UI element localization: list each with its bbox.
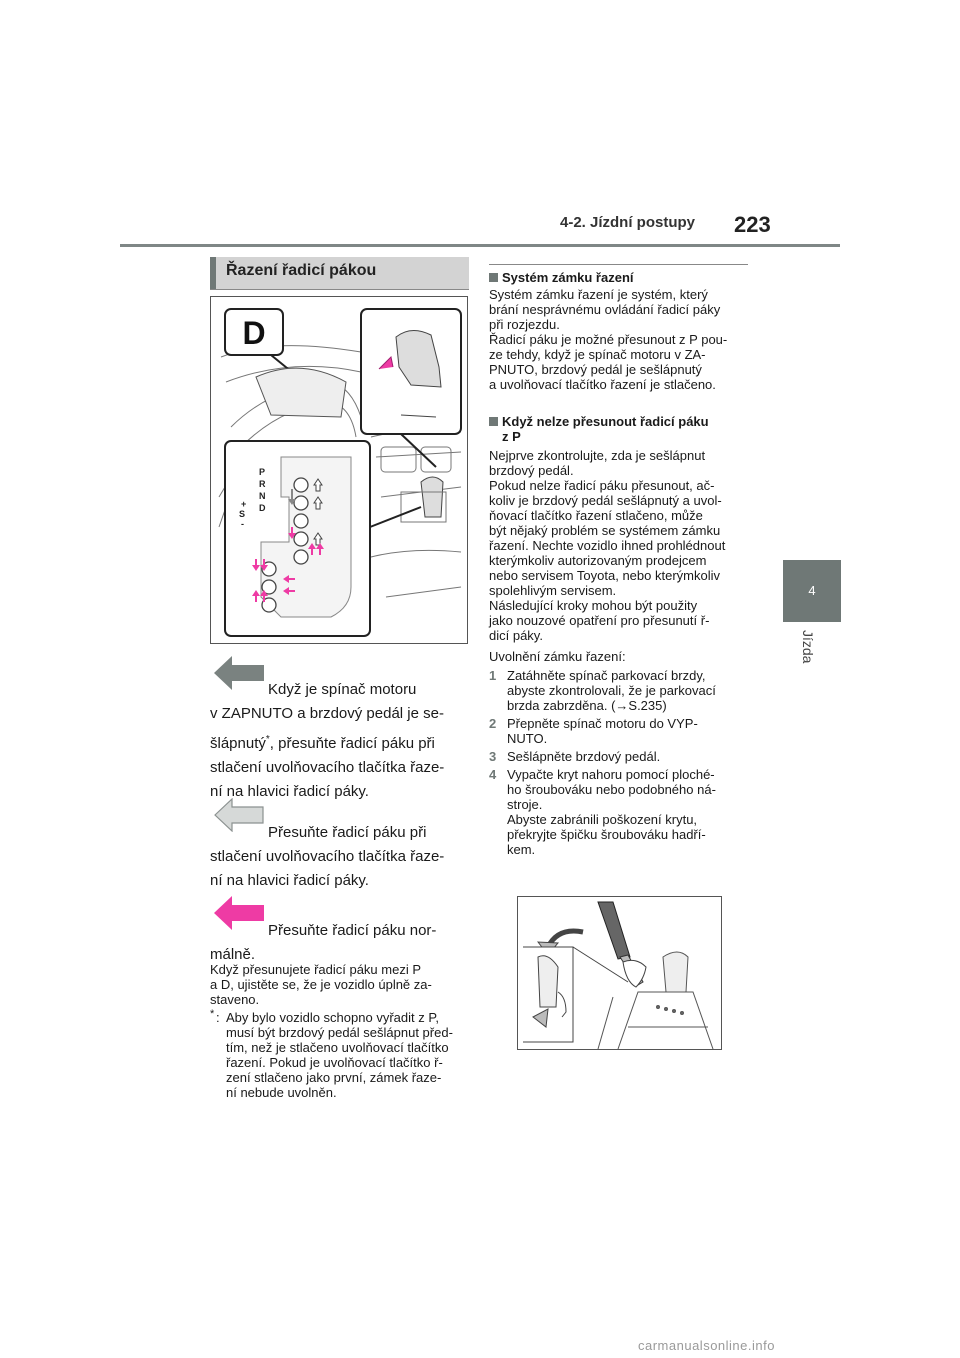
step-4-line-4: Abyste zabránili poškození krytu, <box>507 812 698 827</box>
step-4-line-3: stroje. <box>507 797 543 812</box>
footnote-mark: * <box>210 1008 215 1020</box>
section-title: Řazení řadicí pákou <box>226 262 377 279</box>
legend-1-line-2: v ZAPNUTO a brzdový pedál je se- <box>210 705 444 722</box>
legend-1-line-4: stlačení uvolňovacího tlačítka řaze- <box>210 759 445 776</box>
legend-1-line-3a: šlápnutý <box>210 735 266 752</box>
subsection-2-title-line-2: z P <box>502 429 521 444</box>
footnote-line-6: ní nebude uvolněn. <box>226 1085 337 1100</box>
step-1 <box>489 668 754 713</box>
step-1-line-1: Zatáhněte spínač parkovací brzdy, <box>507 668 706 683</box>
step-1-line-3: brzda zabrzděna. (→S.235) <box>507 698 667 713</box>
sub1-line-2: brání nesprávnému ovládání řadicí páky <box>489 302 721 317</box>
sub2-line-10: spolehlivým servisem. <box>489 583 617 598</box>
footnote: * : Aby bylo vozidlo schopno vyřadit z P, musí být brzdový pedál sešlápnut před- tím, než je stlačeno uvolňovací tlačítko řazení. Pokud je uvolňovací tlačítko ř- zení stlačeno jako první, zámek řaze- ní nebude uvolněn. <box>210 1010 472 1100</box>
sub2-line-2: brzdový pedál. <box>489 463 574 478</box>
step-3-number: 3 <box>489 749 497 764</box>
legend-1-line-1: Když je spínač motoru <box>268 681 417 698</box>
sub2-line-1: Nejprve zkontrolujte, zda je sešlápnut <box>489 448 706 463</box>
sub1-line-4: Řadicí páku je možné přesunout z P pou- <box>489 332 728 347</box>
legend-2-line-3: ní na hlavici řadicí páky. <box>210 872 369 889</box>
section-title-bar <box>210 257 469 289</box>
step-4 <box>489 767 754 857</box>
shift-lever-figure <box>210 296 468 644</box>
sub2-line-3: Pokud nelze řadicí páku přesunout, ač- <box>489 478 715 493</box>
subsection-shift-lock <box>489 270 754 392</box>
step-4-line-2: ho šroubováku nebo podobného ná- <box>507 782 716 797</box>
legend-item-2 <box>210 821 472 893</box>
page-number: 223 <box>734 212 771 237</box>
gate-label-d: D <box>259 503 266 513</box>
footnote-line-2: musí být brzdový pedál sešlápnut před- <box>226 1025 453 1040</box>
step-4-line-6: kem. <box>507 842 536 857</box>
step-2-number: 2 <box>489 716 497 731</box>
release-intro: Uvolnění zámku řazení: <box>489 649 626 664</box>
watermark: carmanualsonline.info <box>638 1338 775 1353</box>
step-1-number: 1 <box>489 668 497 683</box>
legend-1-footnote-mark: * <box>265 734 270 745</box>
sub1-line-7: a uvolňovací tlačítko řazení je stlačeno. <box>489 377 716 392</box>
screwdriver-illustration <box>518 897 721 1049</box>
step-1-line-2: abyste zkontrolovali, že je parkovací <box>507 683 716 698</box>
note-line-1: Když přesunujete řadicí páku mezi P <box>210 962 421 977</box>
chapter-tab-number: 4 <box>783 560 841 622</box>
note-paragraph <box>210 962 472 1007</box>
step-2-line-1: Přepněte spínač motoru do VYP- <box>507 716 698 731</box>
gate-label-n: N <box>259 491 266 501</box>
running-header-section: 4-2. Jízdní postupy <box>560 214 696 231</box>
sub2-line-13: dicí páky. <box>489 628 543 643</box>
sub2-line-6: být nějaký problém se systémem zámku <box>489 523 721 538</box>
sub1-line-1: Systém zámku řazení je systém, který <box>489 287 708 302</box>
sub1-line-3: při rozjezdu. <box>489 317 560 332</box>
square-bullet-icon <box>489 417 498 426</box>
figure-letter: D <box>242 315 266 351</box>
screwdriver-figure <box>517 896 722 1050</box>
step-3-line-1: Sešlápněte brzdový pedál. <box>507 749 661 764</box>
step-2-line-2: NUTO. <box>507 731 548 746</box>
gate-label-r: R <box>259 479 266 489</box>
step-4-line-1: Vypačte kryt nahoru pomocí ploché- <box>507 767 715 782</box>
footnote-line-5: zení stlačeno jako první, zámek řaze- <box>226 1070 442 1085</box>
steps-list <box>489 668 754 857</box>
legend-1-line-3b: , přesuňte řadicí páku při <box>269 735 435 752</box>
sub2-line-7: řazení. Nechte vozidlo ihned prohlédnout <box>489 538 726 553</box>
header-rule <box>120 244 840 247</box>
legend-item-1 <box>210 678 472 804</box>
subsection-cannot-shift <box>489 414 754 857</box>
legend-3-line-1: Přesuňte řadicí páku nor- <box>268 922 437 939</box>
subsection-1-title: Systém zámku řazení <box>502 270 634 285</box>
gate-label-p: P <box>259 467 266 477</box>
legend-1-line-5: ní na hlavici řadicí páky. <box>210 783 369 800</box>
note-line-2: a D, ujistěte se, že je vozidlo úplně za- <box>210 977 432 992</box>
footnote-line-4: řazení. Pokud je uvolňovací tlačítko ř- <box>226 1055 443 1070</box>
legend-2-line-2: stlačení uvolňovacího tlačítka řaze- <box>210 848 445 865</box>
step-4-number: 4 <box>489 767 497 782</box>
sub2-line-4: koliv je brzdový pedál sešlápnutý a uvol- <box>489 493 722 508</box>
step-4-line-5: překryjte špičku šroubováku hadří- <box>507 827 706 842</box>
footnote-line-3: tím, než je stlačeno uvolňovací tlačítko <box>226 1040 449 1055</box>
side-label-s: S <box>239 509 246 519</box>
sub2-line-8: kterýmkoliv autorizovaným prodejcem <box>489 553 707 568</box>
sub2-line-12: jako nouzové opatření pro přesunutí ř- <box>489 613 710 628</box>
step-2 <box>489 716 754 746</box>
section-rule <box>210 289 469 290</box>
side-label-minus: - <box>241 519 244 529</box>
shift-lever-illustration <box>211 297 467 643</box>
sub1-line-6: PNUTO, brzdový pedál je sešlápnutý <box>489 362 702 377</box>
chapter-tab-label: Jízda <box>800 630 816 664</box>
sub2-line-11: Následující kroky mohou být použity <box>489 598 698 613</box>
legend-2-line-1: Přesuňte řadicí páku při <box>268 824 427 841</box>
right-column-rule <box>489 264 748 265</box>
side-label-plus: + <box>241 499 247 509</box>
step-3 <box>489 749 754 764</box>
subsection-2-title-line-1: Když nelze přesunout řadicí páku <box>502 414 709 429</box>
sub1-line-5: ze tehdy, když je spínač motoru v ZA- <box>489 347 706 362</box>
sub2-line-5: ňovací tlačítko řazení stlačeno, může <box>489 508 703 523</box>
note-line-3: staveno. <box>210 992 260 1007</box>
sub2-line-9: nebo servisem Toyota, nebo kterýmkoliv <box>489 568 720 583</box>
legend-3-line-2: málně. <box>210 946 256 963</box>
legend-item-3 <box>210 919 472 967</box>
footnote-line-1: Aby bylo vozidlo schopno vyřadit z P, <box>226 1010 439 1025</box>
square-bullet-icon <box>489 273 498 282</box>
